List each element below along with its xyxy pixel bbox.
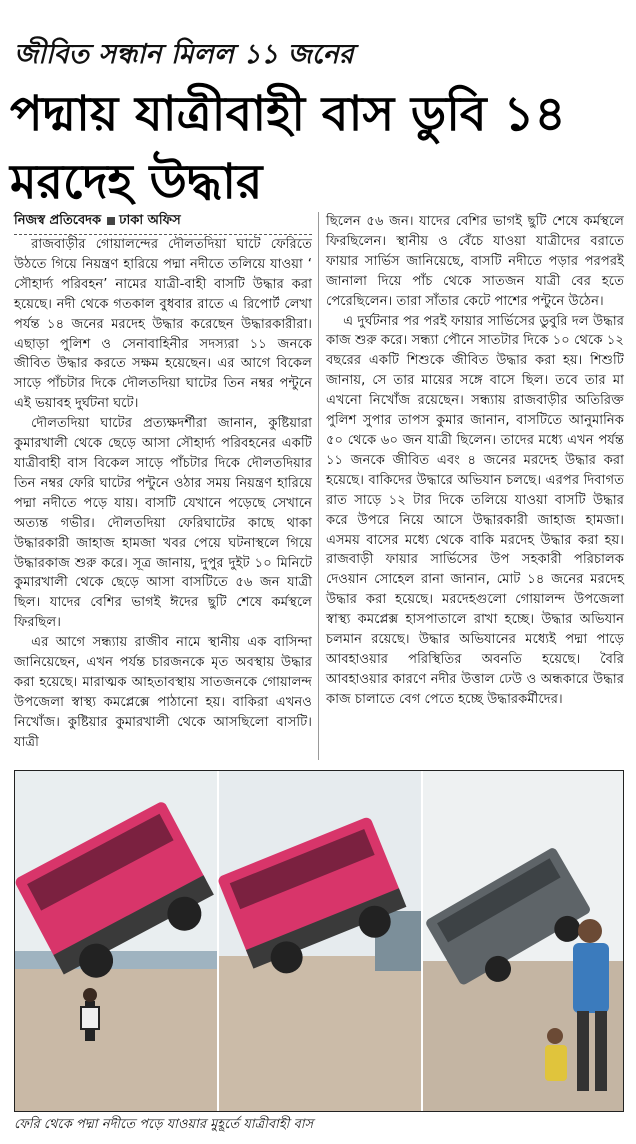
column-divider xyxy=(318,212,319,760)
square-bullet-icon xyxy=(107,217,115,225)
photo-caption: ফেরি থেকে পদ্মা নদীতে পড়ে যাওয়ার মুহূর্তে যাত্রীবাহী বাস xyxy=(14,1112,622,1138)
article-column-right xyxy=(326,212,624,710)
article-column-left xyxy=(14,210,312,753)
paragraph: ছিলেন ৫৬ জন। যাদের বেশির ভাগই ছুটি শেষে কর্মস্থলে ফিরছিলেন। স্থানীয় ও বেঁচে যাওয়া যাত্রীদের বরাতে ফায়ার সার্ভিস জানিয়েছে, বাসটি নদীতে পড়ার পরপরই জানালা দিয়ে পাঁচ থেকে সাতজন যাত্রী বের হতে পেরেছিলেন। তারা সাঁতার কেটে পাশের পন্টুনে উঠেন। xyxy=(326,214,624,309)
paragraph: রাজবাড়ীর গোয়ালন্দের দৌলতদিয়া ঘাটে ফেরিতে উঠতে গিয়ে নিয়ন্ত্রণ হারিয়ে পদ্মা নদীতে তলিয়ে যাওয়া ‘ সৌহার্দ্য পরিবহন’ নামের যাত্রী-বাহী বাসটি উদ্ধার করা হয়েছে। নদী থেকে গতকাল বুধবার রাতে এ রিপোর্ট লেখা পর্যন্ত ১৪ জনের মরদেহ উদ্ধার করেছেন উদ্ধারকারীরা। এছাড়া পুলিশ ও সেনাবাহিনীর সদস্যরা ১১ জনকে জীবিত উদ্ধার করতে সক্ষম হয়েছেন। এর আগে বিকেল সাড়ে পাঁচটার দিকে দৌলতদিয়া ঘাটের তিন নম্বর পন্টুনে এই ভয়াবহ দুর্ঘটনা ঘটে। xyxy=(14,237,312,412)
article-kicker: জীবিত সন্ধান মিলল ১১ জনের xyxy=(14,39,354,70)
photo-panel-1 xyxy=(15,771,223,1111)
bus-falling-photos xyxy=(15,771,623,1111)
byline-office: ঢাকা অফিস xyxy=(119,213,181,228)
paragraph: এ দুর্ঘটনার পর পরই ফায়ার সার্ভিসের ডুবুরি দল উদ্ধার কাজ শুরু করে। সন্ধ্যা পৌনে সাতটার দিকে ১০ থেকে ১২ বছরের একটি শিশুকে জীবিত উদ্ধার করা হয়। শিশুটি জানায়, সে তার মায়ের সঙ্গে বাসে ছিল। তবে তার মা এখনো নিখোঁজ রয়েছেন। সন্ধ্যায় রাজবাড়ীর অতিরিক্ত পুলিশ সুপার তাপস কুমার জানান, বাসটিতে আনুমানিক ৫০ থেকে ৬০ জন যাত্রী ছিলেন। তাদের মধ্যে এখন পর্যন্ত ১১ জনকে জীবিত এবং ৪ জনের মরদেহ উদ্ধার করা হয়েছে। বাকিদের উদ্ধারে অভিযান চলছে। এরপর দিবাগত রাত সাড়ে ১২ টার দিকে তলিয়ে যাওয়া বাসটি উদ্ধার করে উপরে নিয়ে আসে উদ্ধারকারী জাহাজ হামজা। এসময় বাসের মধ্যে থেকে বাকি মরদেহ উদ্ধার করা হয়। রাজবাড়ী ফায়ার সার্ভিসের উপ সহকারী পরিচালক দেওয়ান সোহেল রানা জানান, মোট ১৪ জনের মরদেহ উদ্ধার করা হয়েছে। মরদেহগুলো গোয়ালন্দ উপজেলা স্বাস্থ্য কমপ্লেক্স হাসপাতালে রাখা হচ্ছে। উদ্ধার অভিযান চলমান রয়েছে। উদ্ধার অভিযানের মধ্যেই পদ্মা পাড়ে আবহাওয়ার পরিস্থিতির অবনতি হয়েছে। বৈরি আবহাওয়ার কারণে নদীর উত্তাল ঢেউ ও অন্ধকারে উদ্ধার কাজ চালাতে বেগ পেতে হচ্ছে উদ্ধারকর্মীদের। xyxy=(326,313,624,707)
news-photo-sequence xyxy=(14,770,624,1112)
article-headline: পদ্মায় যাত্রীবাহী বাস ডুবি ১৪ মরদেহ উদ্ধার xyxy=(10,86,566,210)
photo-panel-2 xyxy=(217,771,421,1111)
byline-reporter: নিজস্ব প্রতিবেদক xyxy=(14,213,102,228)
article-byline xyxy=(14,210,312,235)
paragraph: এর আগে সন্ধ্যায় রাজীব নামে স্থানীয় এক বাসিন্দা জানিয়েছেন, এখন পর্যন্ত চারজনকে মৃত অবস্থায় উদ্ধার করা হয়েছে। মারাত্মক আহতাবস্থায় সাতজনকে গোয়ালন্দ উপজেলা স্বাস্থ্য কমপ্লেক্সে পাঠানো হয়। বাকিরা এখনও নিখোঁজ। কুষ্টিয়ার কুমারখালী থেকে আসছিলো বাসটি। যাত্রী xyxy=(14,635,312,750)
photo-panel-3 xyxy=(423,771,623,1111)
paragraph: দৌলতদিয়া ঘাটের প্রত্যক্ষদর্শীরা জানান, কুষ্টিয়ারা কুমারখালী থেকে ছেড়ে আসা সৌহার্দ্য পরিবহনের একটি যাত্রীবাহী বাস বিকেল সাড়ে পাঁচটার দিকে দৌলতদিয়ার তিন নম্বর ফেরি ঘাটের পন্টুনে ওঠার সময় নিয়ন্ত্রণ হারিয়ে পদ্মা নদীতে পড়ে যায়। বাসটি যেখানে পড়েছে সেখানে অত্যন্ত গভীর। দৌলতদিয়া ফেরিঘাটের কাছে থাকা উদ্ধারকারী জাহাজ হামজা খবর পেয়ে ঘটনাস্থলে গিয়ে উদ্ধারকাজ শুরু করে। সূত্র জানায়, দুপুর দুইট ১০ মিনিটে কুমারখালী থেকে ছেড়ে আসা বাসটিতে ৫৬ জন যাত্রী ছিল। যাদের বেশির ভাগই ঈদের ছুটি শেষে কর্মস্থলে ফিরছিল। xyxy=(14,416,312,631)
